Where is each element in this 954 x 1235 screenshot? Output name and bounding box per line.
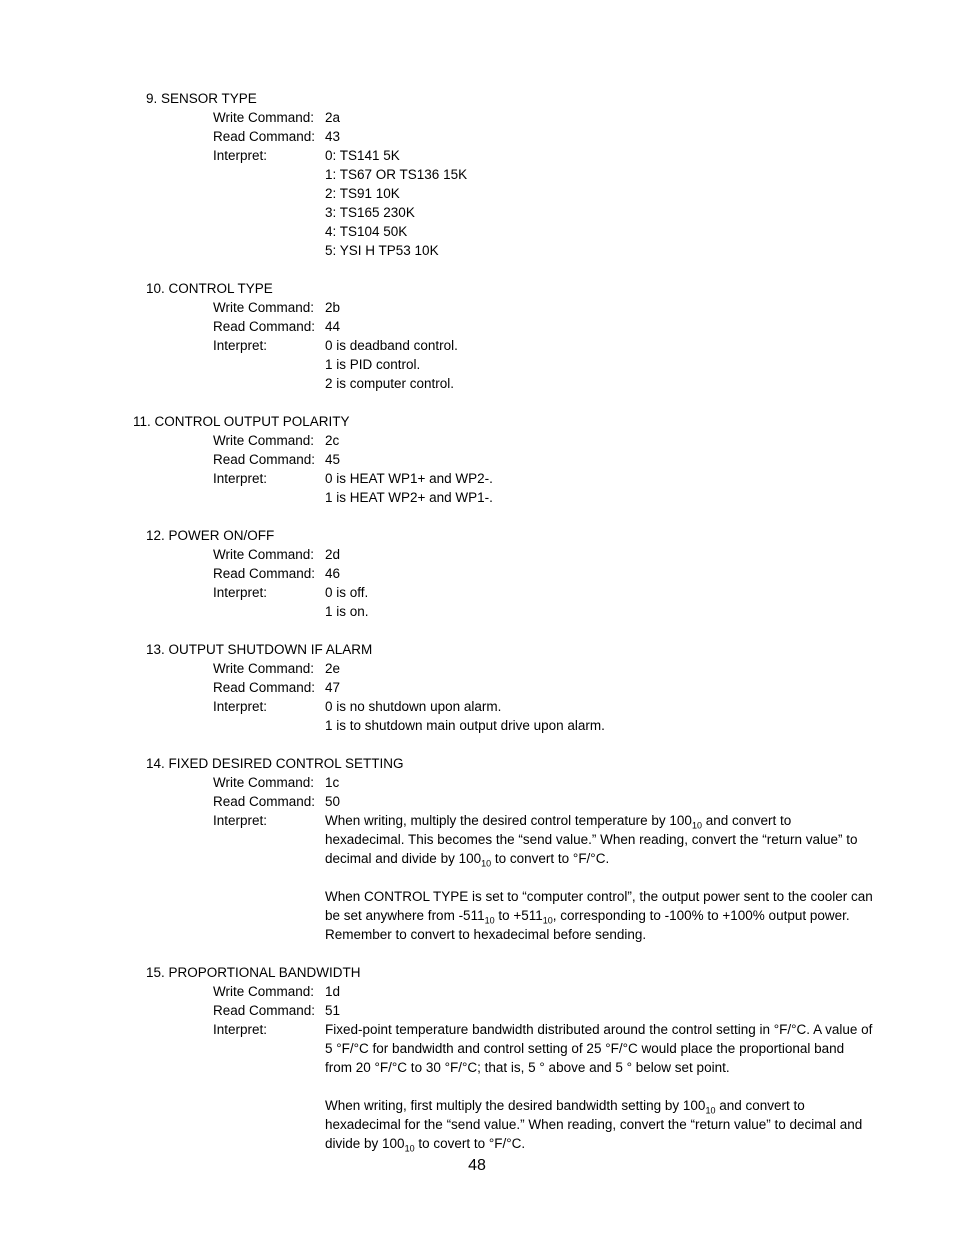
read-command-label: Read Command: [213,319,316,334]
interpret-item: 1 is to shutdown main output drive upon alarm. [325,718,605,733]
interpret-paragraphs [325,811,873,944]
interpret-label: Interpret: [213,813,268,828]
section-heading: 9. SENSOR TYPE [146,91,257,106]
write-command-label: Write Command: [213,433,315,448]
read-command-value: 47 [325,680,341,695]
read-command-row [0,127,954,146]
page-number: 48 [468,1157,486,1174]
interpret-item: 1 is on. [325,604,369,619]
write-command-label: Write Command: [213,984,315,999]
write-command-value: 1c [325,775,340,790]
write-command-row [0,773,954,792]
interpret-list [325,469,873,507]
section-control-type [0,279,954,393]
write-command-value: 2e [325,661,341,676]
read-command-label: Read Command: [213,794,316,809]
read-command-label: Read Command: [213,566,316,581]
write-command-row [0,659,954,678]
subscript-base: 10 [484,915,495,926]
write-command-row [0,545,954,564]
interpret-label: Interpret: [213,1022,268,1037]
section-heading: 14. FIXED DESIRED CONTROL SETTING [146,756,404,771]
interpret-row [0,1020,954,1153]
write-command-value: 2b [325,300,341,315]
subscript-base: 10 [691,820,702,831]
write-command-label: Write Command: [213,300,315,315]
interpret-list [325,336,873,393]
interpret-label: Interpret: [213,585,268,600]
interpret-item: 0 is off. [325,585,369,600]
interpret-item: 2: TS91 10K [325,186,400,201]
read-command-value: 50 [325,794,341,809]
interpret-item: 1: TS67 OR TS136 15K [325,167,468,182]
write-command-label: Write Command: [213,775,315,790]
section-control-output-polarity [0,412,954,507]
interpret-label: Interpret: [213,338,268,353]
interpret-item: 3: TS165 230K [325,205,415,220]
subscript-base: 10 [404,1143,415,1154]
read-command-row [0,1001,954,1020]
read-command-value: 46 [325,566,341,581]
section-heading: 13. OUTPUT SHUTDOWN IF ALARM [146,642,373,657]
interpret-row [0,146,954,260]
interpret-row [0,583,954,621]
write-command-label: Write Command: [213,110,315,125]
interpret-label: Interpret: [213,699,268,714]
read-command-value: 51 [325,1003,341,1018]
interpret-item: 0 is HEAT WP1+ and WP2-. [325,471,493,486]
section-heading: 12. POWER ON/OFF [146,528,275,543]
read-command-value: 43 [325,129,341,144]
interpret-paragraph: When writing, multiply the desired control temperature by $100_{10}$ and convert to hexadecimal. This becomes the “send value.” When reading, convert the “return value” to decimal and divide by $100_{10}$ to convert to °F/°C. [325,813,858,869]
section-sensor-type [0,89,954,260]
read-command-label: Read Command: [213,1003,316,1018]
section-heading: 15. PROPORTIONAL BANDWIDTH [146,965,361,980]
read-command-row [0,564,954,583]
interpret-item: 5: YSI H TP53 10K [325,243,439,258]
interpret-row [0,336,954,393]
interpret-item: 4: TS104 50K [325,224,408,239]
interpret-label: Interpret: [213,471,268,486]
read-command-value: 45 [325,452,341,467]
read-command-value: 44 [325,319,341,334]
interpret-list [325,583,873,621]
read-command-row [0,678,954,697]
interpret-item: 1 is HEAT WP2+ and WP1-. [325,490,493,505]
write-command-row [0,298,954,317]
section-heading: 10. CONTROL TYPE [146,281,273,296]
read-command-label: Read Command: [213,452,316,467]
interpret-item: 2 is computer control. [325,376,455,391]
subscript-base: 10 [542,915,553,926]
read-command-row [0,792,954,811]
interpret-paragraph: When writing, first multiply the desired bandwidth setting by $100_{10}$ and convert to hexadecimal for the “send value.” When reading, convert the “return value” to decimal and divide by $100_{10}$ to covert to °F/°C. [325,1098,863,1154]
interpret-item: 0: TS141 5K [325,148,400,163]
interpret-list [325,146,873,260]
interpret-row [0,811,954,944]
write-command-value: 2c [325,433,340,448]
write-command-label: Write Command: [213,661,315,676]
interpret-item: 0 is deadband control. [325,338,458,353]
section-fixed-desired-control-setting [0,754,954,944]
section-output-shutdown-if-alarm [0,640,954,735]
interpret-label: Interpret: [213,148,268,163]
interpret-paragraphs [325,1020,873,1153]
section-heading: 11. CONTROL OUTPUT POLARITY [133,414,350,429]
interpret-list [325,697,873,735]
interpret-item: 1 is PID control. [325,357,421,372]
write-command-row [0,108,954,127]
write-command-value: 1d [325,984,341,999]
document-body [0,89,954,1172]
write-command-label: Write Command: [213,547,315,562]
write-command-row [0,982,954,1001]
interpret-item: 0 is no shutdown upon alarm. [325,699,502,714]
read-command-row [0,450,954,469]
interpret-row [0,469,954,507]
interpret-paragraph: When CONTROL TYPE is set to “computer control”, the output power sent to the cooler can be set anywhere from $-511_{10}$ to $+511_{10}$, corresponding to -100% to +100% output power. Remember to convert to hexadecimal before sending. [325,889,873,942]
section-proportional-bandwidth [0,963,954,1153]
write-command-row [0,431,954,450]
write-command-value: 2a [325,110,341,125]
subscript-base: 10 [705,1105,716,1116]
subscript-base: 10 [481,858,492,869]
section-power-on-off [0,526,954,621]
read-command-label: Read Command: [213,680,316,695]
read-command-row [0,317,954,336]
interpret-paragraph: Fixed-point temperature bandwidth distributed around the control setting in °F/°C. A value of 5 °F/°C for bandwidth and control setting of 25 °F/°C would place the proportional band from 20 °F/°C to 30 °F/°C; that is, 5 ° above and 5 ° below set point. [325,1022,873,1075]
read-command-label: Read Command: [213,129,316,144]
write-command-value: 2d [325,547,341,562]
interpret-row [0,697,954,735]
